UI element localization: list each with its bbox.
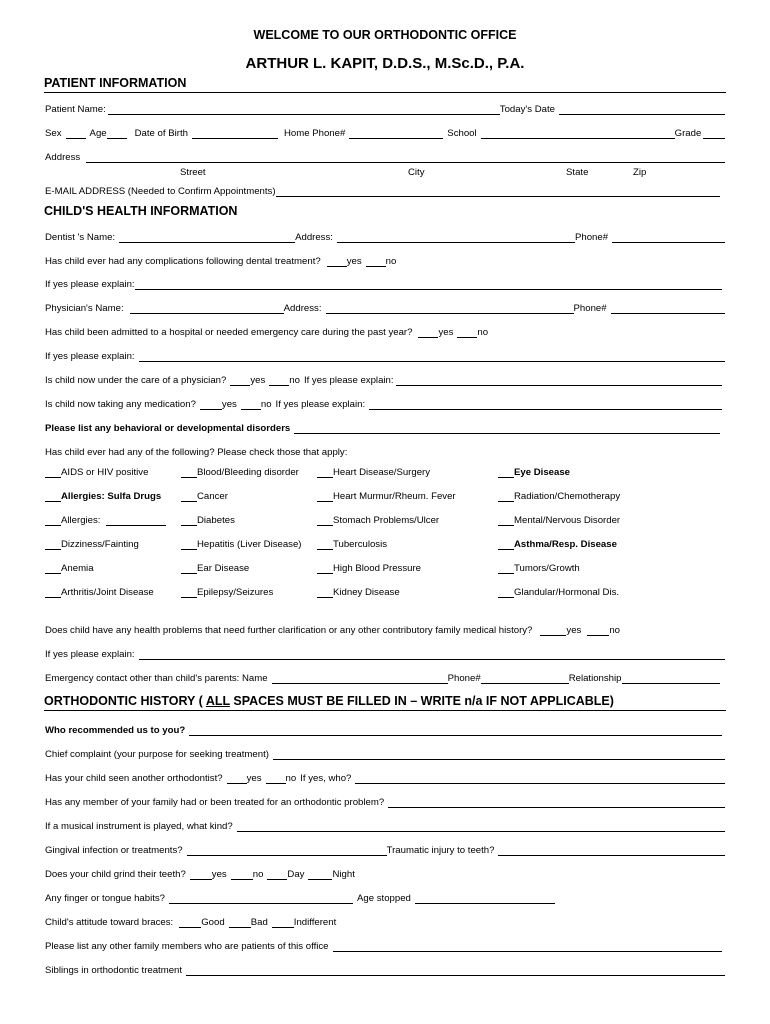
- age-stopped-label: Age stopped: [357, 893, 411, 904]
- home-phone-label: Home Phone#: [283, 128, 346, 139]
- condition-item: [317, 515, 439, 526]
- further-clarification-row: [45, 622, 725, 636]
- hospital-explain-row: [45, 348, 725, 362]
- yes-label: yes: [211, 869, 227, 880]
- condition-item: [498, 491, 620, 502]
- habits-label: Any finger or tongue habits?: [45, 893, 166, 904]
- condition-label: Cancer: [197, 491, 228, 502]
- complications-question: Has child ever had any complications following dental treatment?: [45, 256, 321, 267]
- condition-item: [317, 467, 430, 478]
- yes-label: yes: [221, 399, 237, 410]
- day-label: Day: [287, 869, 305, 880]
- physician-address-label: Address:: [283, 303, 322, 314]
- condition-label: Allergies:: [61, 515, 101, 526]
- behavioral-row: [45, 420, 720, 434]
- condition-label: Eye Disease: [514, 467, 571, 478]
- complications-explain-row: [45, 276, 722, 290]
- address-label: Address: [45, 152, 81, 163]
- siblings-row: [45, 962, 725, 976]
- no-label: no: [289, 375, 300, 386]
- condition-item: [45, 563, 94, 574]
- if-yes-explain-label: If yes please explain:: [45, 649, 135, 660]
- condition-checkbox-line[interactable]: [317, 467, 333, 478]
- night-label: Night: [332, 869, 355, 880]
- no-label: no: [385, 256, 397, 267]
- good-label: Good: [201, 917, 225, 928]
- dentist-address-field[interactable]: [337, 232, 575, 243]
- zip-caption: Zip: [633, 167, 647, 178]
- condition-label: Hepatitis (Liver Disease): [197, 539, 302, 550]
- emergency-name-field[interactable]: [272, 673, 448, 684]
- recommended-label: Who recommended us to you?: [45, 725, 186, 736]
- musical-instrument-field[interactable]: [237, 821, 725, 832]
- welcome-heading: WELCOME TO OUR ORTHODONTIC OFFICE: [253, 28, 517, 42]
- condition-label: Allergies: Sulfa Drugs: [61, 491, 162, 502]
- grind-teeth-row: [45, 866, 725, 880]
- complications-yes-field[interactable]: [327, 256, 347, 267]
- email-row: [45, 183, 720, 197]
- condition-label: Radiation/Chemotherapy: [514, 491, 621, 502]
- further-explain-row: [45, 646, 725, 660]
- age-stopped-field[interactable]: [415, 893, 555, 904]
- yes-label: yes: [250, 375, 266, 386]
- gingival-field[interactable]: [187, 845, 387, 856]
- sex-field[interactable]: [66, 128, 86, 139]
- condition-item: [498, 467, 570, 478]
- patient-name-label: Patient Name:: [45, 104, 106, 115]
- patient-info-section-title: PATIENT INFORMATION: [44, 76, 187, 90]
- attitude-label: Child's attitude toward braces:: [45, 917, 174, 928]
- physician-row: [45, 300, 725, 314]
- condition-checkbox-line[interactable]: [498, 491, 514, 502]
- family-patients-field[interactable]: [333, 941, 722, 952]
- condition-label: Tuberculosis: [333, 539, 388, 550]
- condition-item: [498, 515, 620, 526]
- todays-date-label: Today's Date: [499, 104, 555, 115]
- yes-label: yes: [346, 256, 362, 267]
- hospital-question: Has child been admitted to a hospital or needed emergency care during the past year?: [45, 327, 413, 338]
- state-caption: State: [566, 167, 589, 178]
- grade-field[interactable]: [703, 128, 725, 139]
- condition-label: Dizziness/Fainting: [61, 539, 139, 550]
- condition-checkbox-line[interactable]: [317, 539, 333, 550]
- if-yes-explain-inline-label: If yes please explain:: [303, 375, 394, 386]
- condition-item: [317, 587, 400, 598]
- condition-checkbox-line[interactable]: [498, 515, 514, 526]
- condition-item: [45, 587, 154, 598]
- condition-checkbox-line[interactable]: [181, 467, 197, 478]
- condition-label: AIDS or HIV positive: [61, 467, 149, 478]
- medication-question: Is child now taking any medication?: [45, 399, 196, 410]
- condition-item: [181, 539, 302, 550]
- other-ortho-no-field[interactable]: [266, 773, 286, 784]
- hospital-no-field[interactable]: [457, 327, 477, 338]
- medication-yes-field[interactable]: [200, 399, 222, 410]
- sex-label: Sex: [45, 128, 62, 139]
- no-label: no: [260, 399, 272, 410]
- condition-label: Heart Disease/Surgery: [333, 467, 431, 478]
- attitude-bad-field[interactable]: [229, 917, 251, 928]
- chief-complaint-field[interactable]: [273, 749, 725, 760]
- patient-demographics-row: [45, 125, 725, 139]
- condition-checkbox-line[interactable]: [498, 539, 514, 550]
- no-label: no: [252, 869, 264, 880]
- conditions-intro-row: [45, 444, 725, 458]
- other-ortho-yes-field[interactable]: [227, 773, 247, 784]
- school-label: School: [447, 128, 477, 139]
- condition-item: [45, 467, 148, 478]
- condition-label: Epilepsy/Seizures: [197, 587, 274, 598]
- todays-date-field[interactable]: [559, 104, 725, 115]
- if-yes-explain-label: If yes please explain:: [45, 279, 135, 290]
- condition-item: [498, 539, 617, 550]
- behavioral-field[interactable]: [294, 423, 720, 434]
- no-label: no: [285, 773, 297, 784]
- condition-checkbox-line[interactable]: [45, 563, 61, 574]
- physician-care-explain-field[interactable]: [396, 375, 722, 386]
- attitude-row: [45, 914, 725, 928]
- allergies-detail-field[interactable]: [106, 515, 166, 526]
- traumatic-injury-label: Traumatic injury to teeth?: [386, 845, 495, 856]
- dob-field[interactable]: [192, 128, 278, 139]
- family-patients-label: Please list any other family members who are patients of this office: [45, 941, 329, 952]
- medication-row: [45, 396, 722, 410]
- further-clarification-question: Does child have any health problems that need further clarification or any other contributory family medical history?: [45, 625, 533, 636]
- emergency-phone-label: Phone#: [447, 673, 481, 684]
- grind-yes-field[interactable]: [190, 869, 212, 880]
- condition-checkbox-line[interactable]: [181, 491, 197, 502]
- family-ortho-field[interactable]: [388, 797, 725, 808]
- physician-phone-label: Phone#: [573, 303, 607, 314]
- condition-label: Heart Murmur/Rheum. Fever: [333, 491, 456, 502]
- age-label: Age: [89, 128, 107, 139]
- school-field[interactable]: [481, 128, 675, 139]
- grind-no-field[interactable]: [231, 869, 253, 880]
- health-info-section-title: CHILD'S HEALTH INFORMATION: [44, 204, 238, 218]
- behavioral-label: Please list any behavioral or developmental disorders: [45, 423, 291, 434]
- hospital-row: [45, 324, 725, 338]
- dentist-name-label: Dentist 's Name:: [45, 232, 116, 243]
- condition-label: Glandular/Hormonal Dis.: [514, 587, 620, 598]
- yes-label: yes: [438, 327, 454, 338]
- physician-phone-field[interactable]: [611, 303, 725, 314]
- condition-item: [181, 563, 249, 574]
- condition-item: [45, 491, 161, 502]
- age-field[interactable]: [107, 128, 127, 139]
- condition-checkbox-line[interactable]: [181, 515, 197, 526]
- chief-complaint-label: Chief complaint (your purpose for seeking treatment): [45, 749, 269, 760]
- patient-name-row: [45, 101, 725, 115]
- condition-item: [498, 563, 580, 574]
- condition-label: Kidney Disease: [333, 587, 400, 598]
- dentist-phone-field[interactable]: [612, 232, 725, 243]
- ortho-title-suffix: SPACES MUST BE FILLED IN – WRITE n/a IF NOT APPLICABLE): [229, 694, 614, 708]
- musical-instrument-label: If a musical instrument is played, what kind?: [45, 821, 233, 832]
- condition-item: [317, 563, 421, 574]
- emergency-phone-field[interactable]: [481, 673, 569, 684]
- relationship-label: Relationship: [568, 673, 622, 684]
- patient-name-field[interactable]: [108, 104, 500, 115]
- condition-checkbox-line[interactable]: [317, 515, 333, 526]
- no-label: no: [477, 327, 489, 338]
- medication-explain-field[interactable]: [369, 399, 722, 410]
- attitude-indifferent-field[interactable]: [272, 917, 294, 928]
- dentist-address-label: Address:: [295, 232, 333, 243]
- recommended-row: [45, 722, 722, 736]
- condition-item: [498, 587, 619, 598]
- physician-name-label: Physician's Name:: [45, 303, 124, 314]
- street-caption: Street: [180, 167, 206, 178]
- emergency-contact-row: [45, 670, 720, 684]
- other-orthodontist-question: Has your child seen another orthodontist?: [45, 773, 223, 784]
- condition-item: [45, 539, 139, 550]
- address-row: [45, 149, 725, 163]
- condition-label: Arthritis/Joint Disease: [61, 587, 154, 598]
- bad-label: Bad: [250, 917, 268, 928]
- doctor-name-heading: ARTHUR L. KAPIT, D.D.S., M.Sc.D., P.A.: [245, 55, 525, 72]
- email-label: E-MAIL ADDRESS (Needed to Confirm Appointments): [45, 186, 276, 197]
- physician-care-question: Is child now under the care of a physician?: [45, 375, 227, 386]
- condition-checkbox-line[interactable]: [317, 491, 333, 502]
- yes-label: yes: [246, 773, 262, 784]
- complications-explain-field[interactable]: [135, 279, 722, 290]
- if-yes-who-label: If yes, who?: [300, 773, 352, 784]
- home-phone-field[interactable]: [349, 128, 443, 139]
- condition-checkbox-line[interactable]: [45, 467, 61, 478]
- condition-label: High Blood Pressure: [333, 563, 421, 574]
- condition-checkbox-line[interactable]: [45, 491, 61, 502]
- gingival-label: Gingival infection or treatments?: [45, 845, 183, 856]
- further-no-field[interactable]: [587, 625, 609, 636]
- habits-row: [45, 890, 725, 904]
- condition-label: Blood/Bleeding disorder: [197, 467, 299, 478]
- conditions-intro-text: Has child ever had any of the following? Please check those that apply:: [45, 447, 348, 458]
- attitude-good-field[interactable]: [179, 917, 201, 928]
- physician-address-field[interactable]: [326, 303, 574, 314]
- no-label: no: [609, 625, 621, 636]
- condition-item: [181, 491, 228, 502]
- recommended-field[interactable]: [189, 725, 722, 736]
- condition-checkbox-line[interactable]: [45, 515, 61, 526]
- dob-label: Date of Birth: [134, 128, 188, 139]
- hospital-yes-field[interactable]: [418, 327, 438, 338]
- address-field[interactable]: [86, 152, 725, 163]
- condition-item: [181, 515, 235, 526]
- habits-field[interactable]: [169, 893, 353, 904]
- condition-checkbox-line[interactable]: [317, 563, 333, 574]
- physician-care-no-field[interactable]: [269, 375, 289, 386]
- physician-care-yes-field[interactable]: [230, 375, 250, 386]
- condition-label: Stomach Problems/Ulcer: [333, 515, 440, 526]
- traumatic-injury-field[interactable]: [498, 845, 725, 856]
- ortho-history-section-title: [44, 694, 614, 708]
- physician-name-field[interactable]: [130, 303, 284, 314]
- family-patients-row: [45, 938, 722, 952]
- condition-checkbox-line[interactable]: [181, 539, 197, 550]
- siblings-field[interactable]: [186, 965, 725, 976]
- emergency-contact-label: Emergency contact other than child's parents: Name: [45, 673, 268, 684]
- if-yes-explain-label: If yes please explain:: [45, 351, 135, 362]
- dentist-row: [45, 229, 725, 243]
- condition-checkbox-line[interactable]: [498, 563, 514, 574]
- condition-checkbox-line[interactable]: [498, 587, 514, 598]
- condition-item: [317, 539, 387, 550]
- condition-checkbox-line[interactable]: [181, 563, 197, 574]
- further-yes-field[interactable]: [540, 625, 566, 636]
- physician-care-row: [45, 372, 722, 386]
- condition-label: Diabetes: [197, 515, 235, 526]
- condition-item: [181, 467, 299, 478]
- dentist-phone-label: Phone#: [574, 232, 609, 243]
- relationship-field[interactable]: [622, 673, 721, 684]
- condition-label: Mental/Nervous Disorder: [514, 515, 621, 526]
- section-divider: [44, 92, 726, 93]
- condition-checkbox-line[interactable]: [45, 539, 61, 550]
- email-field[interactable]: [276, 186, 720, 197]
- hospital-explain-field[interactable]: [139, 351, 725, 362]
- ortho-title-prefix: ORTHODONTIC HISTORY (: [44, 694, 206, 708]
- family-ortho-row: [45, 794, 725, 808]
- yes-label: yes: [566, 625, 582, 636]
- city-caption: City: [408, 167, 425, 178]
- chief-complaint-row: [45, 746, 725, 760]
- siblings-label: Siblings in orthodontic treatment: [45, 965, 183, 976]
- family-ortho-question: Has any member of your family had or been treated for an orthodontic problem?: [45, 797, 385, 808]
- if-yes-explain-inline-label: If yes please explain:: [275, 399, 366, 410]
- condition-item: [45, 515, 166, 526]
- condition-label: Asthma/Resp. Disease: [514, 539, 617, 550]
- section-divider: [44, 710, 726, 711]
- complications-no-field[interactable]: [366, 256, 386, 267]
- condition-checkbox-line[interactable]: [498, 467, 514, 478]
- ortho-title-all: ALL: [205, 694, 230, 708]
- grind-teeth-question: Does your child grind their teeth?: [45, 869, 186, 880]
- gingival-row: [45, 842, 725, 856]
- medication-no-field[interactable]: [241, 399, 261, 410]
- condition-checkbox-line[interactable]: [181, 587, 197, 598]
- further-explain-field[interactable]: [139, 649, 725, 660]
- dentist-name-field[interactable]: [119, 232, 295, 243]
- grind-night-field[interactable]: [308, 869, 332, 880]
- condition-item: [181, 587, 273, 598]
- condition-checkbox-line[interactable]: [45, 587, 61, 598]
- indifferent-label: Indifferent: [293, 917, 337, 928]
- grade-label: Grade: [674, 128, 702, 139]
- musical-instrument-row: [45, 818, 725, 832]
- condition-item: [317, 491, 456, 502]
- condition-label: Ear Disease: [197, 563, 250, 574]
- condition-label: Tumors/Growth: [514, 563, 580, 574]
- complications-row: [45, 253, 725, 267]
- condition-label: Anemia: [61, 563, 94, 574]
- other-orthodontist-row: [45, 770, 725, 784]
- grind-day-field[interactable]: [267, 869, 287, 880]
- condition-checkbox-line[interactable]: [317, 587, 333, 598]
- other-ortho-who-field[interactable]: [355, 773, 725, 784]
